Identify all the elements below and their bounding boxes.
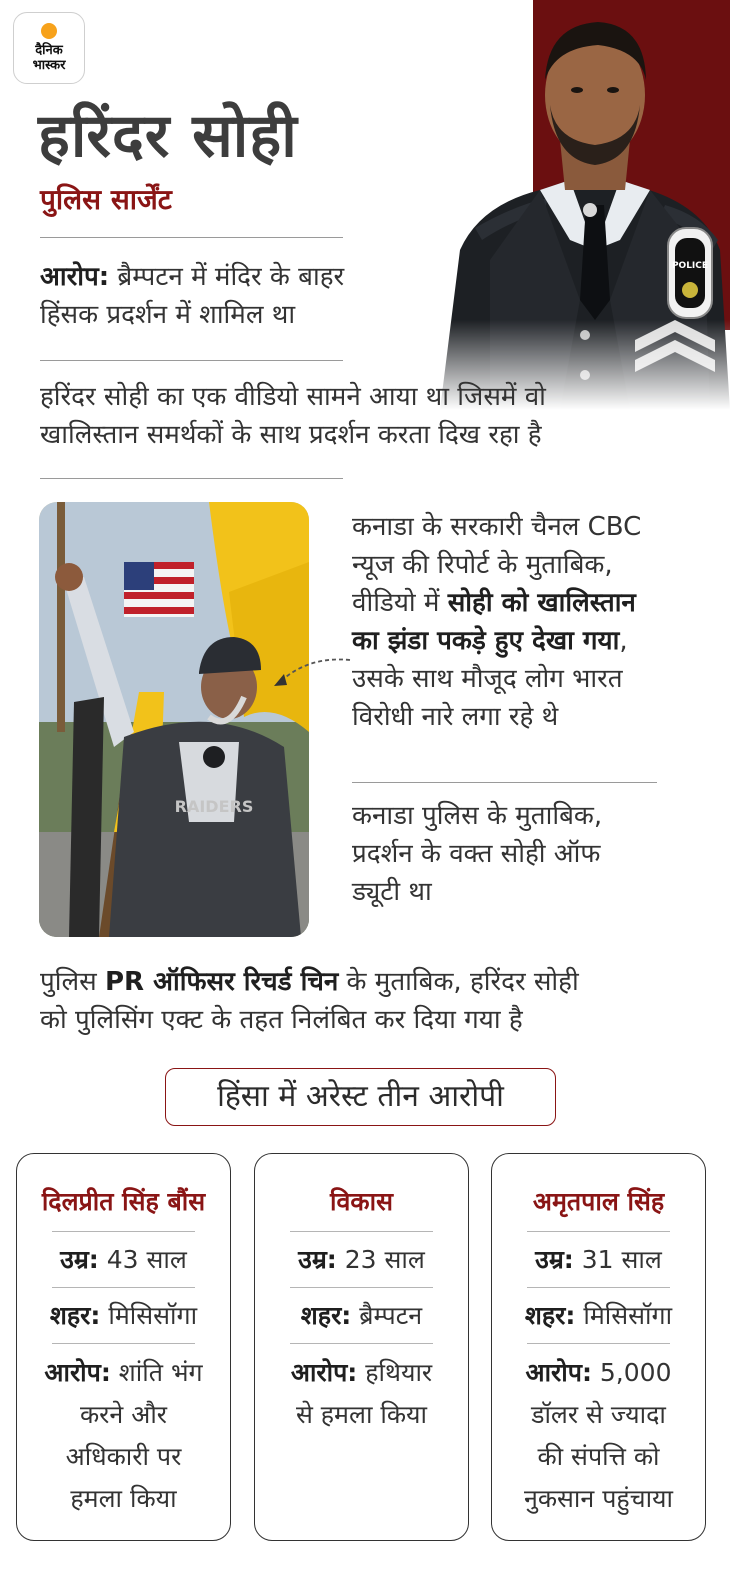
cbc-line-4-bold: का झंडा पकड़े हुए देखा गया (352, 626, 620, 656)
city-label: शहर: (300, 1301, 352, 1330)
police-line-1: कनाडा पुलिस के मुताबिक, (352, 801, 603, 831)
allegation-label: आरोप: (40, 262, 110, 292)
divider (40, 237, 343, 238)
accused-name: अमृतपाल सिंह (532, 1187, 665, 1216)
cbc-line-5: उसके साथ मौजूद लोग भारत (352, 664, 623, 694)
card-divider (52, 1231, 195, 1232)
age-label: उम्र: (60, 1245, 99, 1274)
charge-line: की संपत्ति को (537, 1442, 660, 1471)
cbc-line-2: न्यूज की रिपोर्ट के मुताबिक, (352, 550, 613, 580)
cbc-report-block (352, 508, 727, 736)
card-divider (290, 1287, 433, 1288)
pr-officer-block (40, 963, 720, 1039)
cbc-line-3: वीडियो में (352, 588, 448, 618)
accused-city (23, 1295, 224, 1337)
charge-line: हमला किया (70, 1484, 177, 1513)
pr-officer-name: PR ऑफिसर रिचर्ड चिन (104, 967, 339, 997)
divider (352, 782, 657, 783)
pr-line-2: को पुलिसिंग एक्ट के तहत निलंबित कर दिया गया है (40, 1005, 523, 1035)
allegation-text-2: हिंसक प्रदर्शन में शामिल था (40, 300, 296, 330)
video-note (40, 378, 720, 454)
police-statement-block (352, 797, 727, 911)
charge-line: हथियार (365, 1358, 433, 1387)
divider (40, 478, 343, 479)
card-divider (52, 1343, 195, 1344)
accused-card (16, 1153, 231, 1541)
age-value: 43 साल (106, 1245, 187, 1274)
accused-charge (498, 1352, 699, 1520)
accused-card (254, 1153, 469, 1541)
charge-label: आरोप: (44, 1358, 111, 1387)
card-divider (527, 1287, 670, 1288)
brand-logo (13, 12, 85, 84)
pr-post: के मुताबिक, हरिंदर सोही (338, 967, 579, 997)
cbc-line-1: कनाडा के सरकारी चैनल CBC (352, 512, 642, 542)
accused-charge (23, 1352, 224, 1520)
allegation-block (40, 258, 420, 334)
city-label: शहर: (524, 1301, 576, 1330)
charge-line: अधिकारी पर (65, 1442, 182, 1471)
accused-card (491, 1153, 706, 1541)
officer-portrait (420, 0, 730, 410)
card-divider (290, 1231, 433, 1232)
person-role: पुलिस सार्जेंट (40, 183, 172, 216)
protest-video-still (39, 502, 309, 937)
city-value: मिसिसॉगा (108, 1301, 198, 1330)
cbc-line-3-bold: सोही को खालिस्तान (447, 588, 636, 618)
accused-city (261, 1295, 462, 1337)
cbc-line-4-end: , (619, 626, 628, 656)
cbc-line-6: विरोधी नारे लगा रहे थे (352, 702, 559, 732)
card-divider (290, 1343, 433, 1344)
city-value: ब्रैम्पटन (359, 1301, 423, 1330)
shirt-text: RAIDERS (174, 797, 254, 816)
card-divider (52, 1287, 195, 1288)
police-line-2: प्रदर्शन के वक्त सोही ऑफ (352, 839, 601, 869)
city-value: मिसिसॉगा (583, 1301, 673, 1330)
charge-line: नुकसान पहुंचाया (523, 1484, 674, 1513)
accused-city (498, 1295, 699, 1337)
accused-age (23, 1239, 224, 1281)
accused-charge (261, 1352, 462, 1436)
logo-sun-icon (41, 23, 57, 39)
page-title: हरिंदर सोही (38, 101, 298, 171)
accused-age (498, 1239, 699, 1281)
video-note-line-1: हरिंदर सोही का एक वीडियो सामने आया था जिसमें वो (40, 382, 546, 412)
logo-line-2: भास्कर (32, 58, 66, 73)
accused-section-title: हिंसा में अरेस्ट तीन आरोपी (165, 1068, 556, 1126)
age-label: उम्र: (298, 1245, 337, 1274)
video-note-line-2: खालिस्तान समर्थकों के साथ प्रदर्शन करता दिख रहा है (40, 420, 542, 450)
accused-age (261, 1239, 462, 1281)
age-value: 23 साल (344, 1245, 425, 1274)
police-line-3: ड्यूटी था (352, 877, 432, 907)
card-divider (527, 1231, 670, 1232)
age-value: 31 साल (581, 1245, 662, 1274)
divider (40, 360, 343, 361)
accused-name: दिलप्रीत सिंह बौंस (41, 1187, 206, 1216)
pointer-arrow-icon (268, 652, 358, 692)
charge-label: आरोप: (290, 1358, 358, 1387)
card-divider (527, 1343, 670, 1344)
city-label: शहर: (49, 1301, 101, 1330)
charge-line: 5,000 (599, 1358, 672, 1387)
charge-line: डॉलर से ज्यादा (531, 1400, 666, 1429)
logo-line-1: दैनिक (35, 43, 63, 58)
charge-label: आरोप: (525, 1358, 592, 1387)
charge-line: करने और (79, 1400, 168, 1429)
charge-line: से हमला किया (295, 1400, 428, 1429)
age-label: उम्र: (535, 1245, 574, 1274)
accused-name: विकास (330, 1187, 393, 1216)
charge-line: शांति भंग (118, 1358, 203, 1387)
pr-pre: पुलिस (40, 967, 105, 997)
allegation-text-1: ब्रैम्पटन में मंदिर के बाहर (117, 262, 345, 292)
